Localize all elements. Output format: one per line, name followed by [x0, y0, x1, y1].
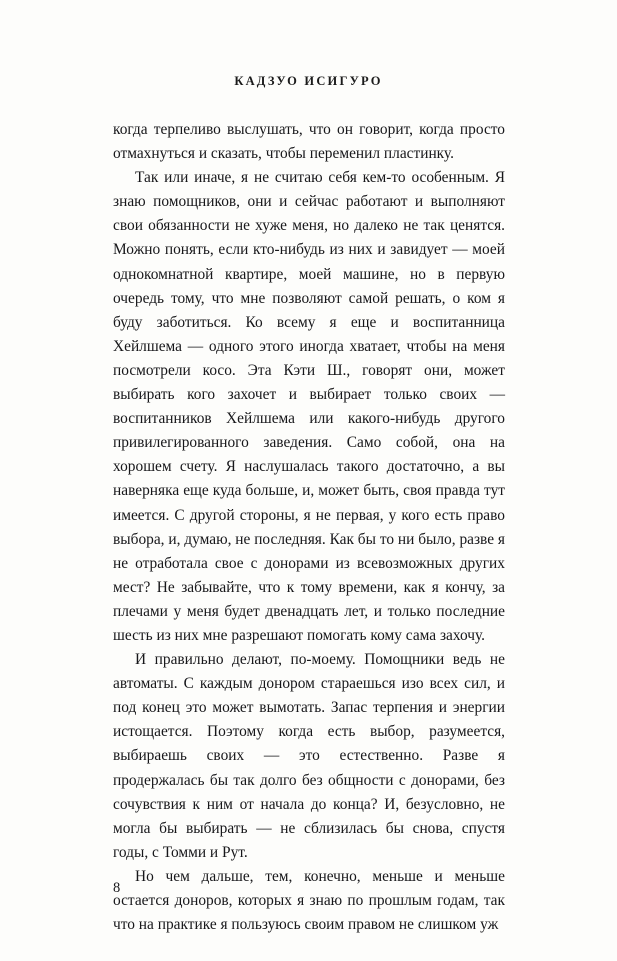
- body-text: [113, 118, 505, 937]
- paragraph: Но чем дальше, тем, конечно, меньше и меньше остается доноров, которых я знаю по прошлым годам, так что на практике я пользуюсь своим правом не слишком уж: [113, 867, 505, 934]
- page-number: 8: [113, 880, 121, 896]
- paragraph: И правильно делают, по-моему. Помощники ведь не автоматы. С каждым донором стараешься изо всех сил, и под конец это может вымотать. Запас терпения и энергии истощается. Поэтому когда есть выбор, разумеется, выбираешь своих — это естественно. Разве я продержалась бы так долго без общности с донорами, без сочувствия к ним от начала до конца? И, безусловно, не могла бы выбирать — не сблизилась бы снова, спустя годы, с Томми и Рут.: [113, 651, 505, 861]
- paragraph: когда терпеливо выслушать, что он говорит, когда просто отмахнуться и сказать, чтобы переменил пластинку.: [113, 121, 505, 163]
- paragraph: Так или иначе, я не считаю себя кем-то особенным. Я знаю помощников, они и сейчас работают и выполняют свои обязанности не хуже меня, но далеко не так ценятся. Можно понять, если кто-нибудь из них и завидует — моей однокомнатной квартире, моей машине, но в первую очередь тому, что мне позволяют самой решать, о ком я буду заботиться. Ко всему я еще и воспитанница Хейлшема — одного этого иногда хватает, чтобы на меня посмотрели косо. Эта Кэти Ш., говорят они, может выбирать кого захочет и выбирает только своих — воспитанников Хейлшема или какого-нибудь другого привилегированного заведения. Само собой, она на хорошем счету. Я наслушалась такого достаточно, а вы наверняка еще куда больше, и, может быть, своя правда тут имеется. С другой стороны, я не первая, у кого есть право выбора, и, думаю, не последняя. Как бы то ни было, разве я не отработала свое с донорами из всевозможных других мест? Не забывайте, что к тому времени, как я кончу, за плечами у меня будет двенадцать лет, и только последние шесть из них мне разрешают помогать кому сама захочу.: [113, 169, 505, 644]
- running-head-author: КАДЗУО ИСИГУРО: [234, 74, 383, 88]
